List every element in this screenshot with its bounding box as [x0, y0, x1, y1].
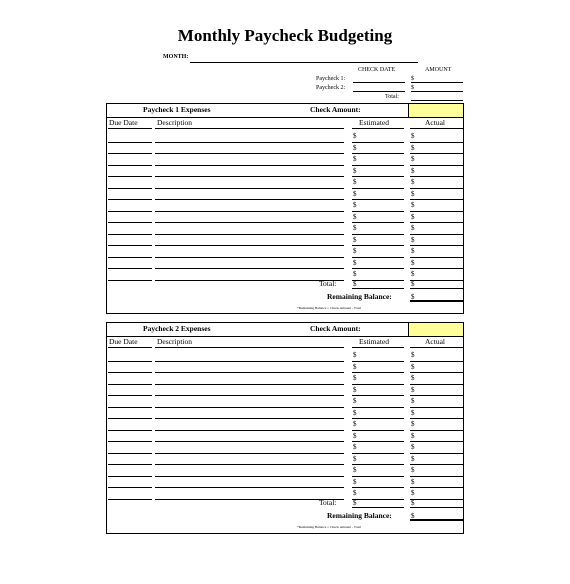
- estimated-currency: $: [353, 408, 357, 417]
- actual-field[interactable]: [410, 142, 464, 143]
- estimated-field[interactable]: [352, 153, 404, 154]
- col-hdr-underline: [155, 347, 344, 348]
- actual-field[interactable]: [410, 418, 464, 419]
- estimated-currency: $: [353, 270, 357, 278]
- actual-currency: $: [411, 212, 415, 221]
- col-hdr-underline: [108, 347, 152, 348]
- estimated-field[interactable]: [352, 142, 404, 143]
- col-due-date: Due Date: [109, 118, 138, 127]
- paycheck2-expenses-section: [106, 322, 464, 534]
- actual-currency: $: [411, 443, 415, 451]
- total-actual-currency: $: [411, 280, 415, 288]
- estimated-field[interactable]: [352, 499, 404, 500]
- total-label: Total:: [319, 498, 337, 507]
- actual-field[interactable]: [410, 188, 464, 189]
- due-date-field[interactable]: [108, 234, 152, 235]
- description-field[interactable]: [155, 487, 344, 488]
- description-field[interactable]: [155, 199, 344, 200]
- description-field[interactable]: [155, 165, 344, 166]
- estimated-field[interactable]: [352, 188, 404, 189]
- amount-header: AMOUNT: [425, 67, 452, 73]
- estimated-currency: $: [353, 143, 357, 152]
- actual-field[interactable]: [410, 430, 464, 431]
- summary-total-field[interactable]: [411, 100, 463, 101]
- actual-field[interactable]: [410, 245, 464, 246]
- estimated-currency: $: [353, 189, 357, 198]
- estimated-currency: $: [353, 385, 357, 394]
- description-field[interactable]: [155, 222, 344, 223]
- actual-currency: $: [411, 258, 415, 267]
- section-title: Paycheck 1 Expenses: [143, 105, 211, 114]
- due-date-field[interactable]: [108, 188, 152, 189]
- description-field[interactable]: [155, 280, 344, 281]
- description-field[interactable]: [155, 188, 344, 189]
- paycheck2-amount-field[interactable]: [411, 91, 463, 92]
- description-field[interactable]: [155, 257, 344, 258]
- estimated-field[interactable]: [352, 395, 404, 396]
- estimated-currency: $: [353, 201, 357, 209]
- actual-currency: $: [411, 477, 415, 486]
- actual-field[interactable]: [410, 384, 464, 385]
- due-date-field[interactable]: [108, 418, 152, 419]
- paycheck1-currency: $: [411, 76, 414, 82]
- due-date-field[interactable]: [108, 142, 152, 143]
- col-description: Description: [157, 118, 192, 127]
- due-date-field[interactable]: [108, 407, 152, 408]
- estimated-currency: $: [353, 351, 357, 359]
- description-field[interactable]: [155, 476, 344, 477]
- due-date-field[interactable]: [108, 176, 152, 177]
- description-field[interactable]: [155, 211, 344, 212]
- remaining-balance-field[interactable]: [410, 300, 464, 302]
- month-field[interactable]: [190, 62, 418, 63]
- actual-currency: $: [411, 270, 415, 278]
- actual-currency: $: [411, 143, 415, 152]
- description-field[interactable]: [155, 245, 344, 246]
- actual-currency: $: [411, 224, 415, 232]
- actual-field[interactable]: [410, 361, 464, 362]
- estimated-field[interactable]: [352, 464, 404, 465]
- estimated-currency: $: [353, 155, 357, 163]
- description-field[interactable]: [155, 464, 344, 465]
- estimated-currency: $: [353, 374, 357, 382]
- actual-field[interactable]: [410, 176, 464, 177]
- actual-field[interactable]: [410, 453, 464, 454]
- actual-field[interactable]: [410, 268, 464, 269]
- due-date-field[interactable]: [108, 453, 152, 454]
- col-estimated: Estimated: [359, 337, 389, 346]
- actual-currency: $: [411, 178, 415, 186]
- check-date-header: CHECK DATE: [358, 67, 396, 73]
- description-field[interactable]: [155, 361, 344, 362]
- description-field[interactable]: [155, 372, 344, 373]
- col-hdr-underline: [108, 128, 152, 129]
- paycheck1-date-field[interactable]: [353, 82, 405, 83]
- actual-currency: $: [411, 466, 415, 474]
- actual-currency: $: [411, 374, 415, 382]
- actual-currency: $: [411, 397, 415, 405]
- actual-field[interactable]: [410, 441, 464, 442]
- total-estimated-currency: $: [353, 280, 357, 288]
- due-date-field[interactable]: [108, 395, 152, 396]
- actual-currency: $: [411, 408, 415, 417]
- month-label: MONTH:: [163, 54, 189, 60]
- total-estimated-currency: $: [353, 499, 357, 507]
- estimated-currency: $: [353, 362, 357, 371]
- due-date-field[interactable]: [108, 487, 152, 488]
- due-date-field[interactable]: [108, 499, 152, 500]
- actual-currency: $: [411, 489, 415, 497]
- actual-currency: $: [411, 247, 415, 255]
- actual-field[interactable]: [410, 407, 464, 408]
- estimated-field[interactable]: [352, 222, 404, 223]
- actual-currency: $: [411, 362, 415, 371]
- actual-currency: $: [411, 189, 415, 198]
- estimated-field[interactable]: [352, 407, 404, 408]
- estimated-field[interactable]: [352, 268, 404, 269]
- description-field[interactable]: [155, 453, 344, 454]
- remaining-balance-label: Remaining Balance:: [327, 292, 392, 301]
- due-date-field[interactable]: [108, 211, 152, 212]
- paycheck1-label: Paycheck 1:: [316, 76, 346, 82]
- due-date-field[interactable]: [108, 476, 152, 477]
- estimated-field[interactable]: [352, 257, 404, 258]
- actual-field[interactable]: [410, 464, 464, 465]
- estimated-currency: $: [353, 235, 357, 244]
- estimated-currency: $: [353, 431, 357, 440]
- description-field[interactable]: [155, 430, 344, 431]
- description-field[interactable]: [155, 395, 344, 396]
- description-field[interactable]: [155, 268, 344, 269]
- actual-field[interactable]: [410, 487, 464, 488]
- due-date-field[interactable]: [108, 153, 152, 154]
- actual-field[interactable]: [410, 234, 464, 235]
- actual-currency: $: [411, 201, 415, 209]
- actual-field[interactable]: [410, 153, 464, 154]
- estimated-currency: $: [353, 443, 357, 451]
- estimated-field[interactable]: [352, 441, 404, 442]
- actual-currency: $: [411, 351, 415, 359]
- actual-currency: $: [411, 431, 415, 440]
- col-actual: Actual: [425, 337, 445, 346]
- actual-field[interactable]: [410, 372, 464, 373]
- estimated-field[interactable]: [352, 453, 404, 454]
- estimated-field[interactable]: [352, 430, 404, 431]
- estimated-currency: $: [353, 466, 357, 474]
- summary-total-label: Total:: [385, 94, 399, 100]
- estimated-field[interactable]: [352, 384, 404, 385]
- due-date-field[interactable]: [108, 165, 152, 166]
- remaining-balance-currency: $: [411, 293, 415, 301]
- footnote: *Remaining Balance = Check Amount - Total: [297, 525, 362, 529]
- estimated-field[interactable]: [352, 176, 404, 177]
- col-hdr-underline: [352, 128, 404, 129]
- actual-field[interactable]: [410, 280, 464, 281]
- total-actual-field[interactable]: [410, 507, 464, 508]
- actual-currency: $: [411, 385, 415, 394]
- due-date-field[interactable]: [108, 361, 152, 362]
- estimated-field[interactable]: [352, 245, 404, 246]
- estimated-currency: $: [353, 397, 357, 405]
- estimated-field[interactable]: [352, 361, 404, 362]
- remaining-balance-label: Remaining Balance:: [327, 511, 392, 520]
- paycheck1-expenses-section: [106, 103, 464, 314]
- description-field[interactable]: [155, 407, 344, 408]
- estimated-field[interactable]: [352, 280, 404, 281]
- col-hdr-underline: [410, 347, 464, 348]
- actual-field[interactable]: [410, 476, 464, 477]
- estimated-field[interactable]: [352, 234, 404, 235]
- check-amount-label: Check Amount:: [310, 324, 361, 333]
- estimated-currency: $: [353, 258, 357, 267]
- estimated-currency: $: [353, 420, 357, 428]
- actual-field[interactable]: [410, 165, 464, 166]
- actual-field[interactable]: [410, 499, 464, 500]
- estimated-currency: $: [353, 477, 357, 486]
- estimated-field[interactable]: [352, 372, 404, 373]
- actual-currency: $: [411, 132, 415, 140]
- estimated-currency: $: [353, 132, 357, 140]
- actual-currency: $: [411, 454, 415, 463]
- due-date-field[interactable]: [108, 199, 152, 200]
- description-field[interactable]: [155, 499, 344, 500]
- estimated-currency: $: [353, 178, 357, 186]
- paycheck2-currency: $: [411, 85, 414, 91]
- description-field[interactable]: [155, 234, 344, 235]
- actual-field[interactable]: [410, 211, 464, 212]
- col-actual: Actual: [425, 118, 445, 127]
- check-amount-input[interactable]: [408, 323, 463, 336]
- due-date-field[interactable]: [108, 441, 152, 442]
- actual-field[interactable]: [410, 222, 464, 223]
- paycheck2-label: Paycheck 2:: [316, 85, 346, 91]
- due-date-field[interactable]: [108, 430, 152, 431]
- actual-currency: $: [411, 420, 415, 428]
- description-field[interactable]: [155, 441, 344, 442]
- estimated-currency: $: [353, 247, 357, 255]
- estimated-currency: $: [353, 166, 357, 175]
- estimated-currency: $: [353, 212, 357, 221]
- description-field[interactable]: [155, 142, 344, 143]
- due-date-field[interactable]: [108, 245, 152, 246]
- estimated-field[interactable]: [352, 165, 404, 166]
- due-date-field[interactable]: [108, 280, 152, 281]
- actual-field[interactable]: [410, 257, 464, 258]
- paycheck1-amount-field[interactable]: [411, 82, 463, 83]
- remaining-balance-field[interactable]: [410, 519, 464, 521]
- check-amount-label: Check Amount:: [310, 105, 361, 114]
- remaining-balance-currency: $: [411, 512, 415, 520]
- check-amount-input[interactable]: [408, 104, 463, 117]
- actual-currency: $: [411, 155, 415, 163]
- actual-field[interactable]: [410, 199, 464, 200]
- estimated-field[interactable]: [352, 418, 404, 419]
- col-hdr-underline: [410, 128, 464, 129]
- estimated-currency: $: [353, 489, 357, 497]
- estimated-field[interactable]: [352, 476, 404, 477]
- col-hdr-underline: [352, 347, 404, 348]
- description-field[interactable]: [155, 176, 344, 177]
- col-estimated: Estimated: [359, 118, 389, 127]
- estimated-field[interactable]: [352, 199, 404, 200]
- actual-currency: $: [411, 235, 415, 244]
- total-estimated-field[interactable]: [352, 507, 404, 508]
- paycheck2-date-field[interactable]: [353, 91, 405, 92]
- total-estimated-field[interactable]: [352, 288, 404, 289]
- total-actual-currency: $: [411, 499, 415, 507]
- total-label: Total:: [319, 279, 337, 288]
- col-description: Description: [157, 337, 192, 346]
- estimated-currency: $: [353, 224, 357, 232]
- due-date-field[interactable]: [108, 268, 152, 269]
- col-hdr-underline: [155, 128, 344, 129]
- footnote: *Remaining Balance = Check Amount - Total: [297, 306, 362, 310]
- col-due-date: Due Date: [109, 337, 138, 346]
- due-date-field[interactable]: [108, 384, 152, 385]
- total-actual-field[interactable]: [410, 288, 464, 289]
- description-field[interactable]: [155, 384, 344, 385]
- actual-currency: $: [411, 166, 415, 175]
- due-date-field[interactable]: [108, 464, 152, 465]
- estimated-field[interactable]: [352, 211, 404, 212]
- due-date-field[interactable]: [108, 222, 152, 223]
- description-field[interactable]: [155, 153, 344, 154]
- due-date-field[interactable]: [108, 372, 152, 373]
- estimated-currency: $: [353, 454, 357, 463]
- actual-field[interactable]: [410, 395, 464, 396]
- due-date-field[interactable]: [108, 257, 152, 258]
- page-title: Monthly Paycheck Budgeting: [177, 26, 393, 45]
- description-field[interactable]: [155, 418, 344, 419]
- section-title: Paycheck 2 Expenses: [143, 324, 211, 333]
- estimated-field[interactable]: [352, 487, 404, 488]
